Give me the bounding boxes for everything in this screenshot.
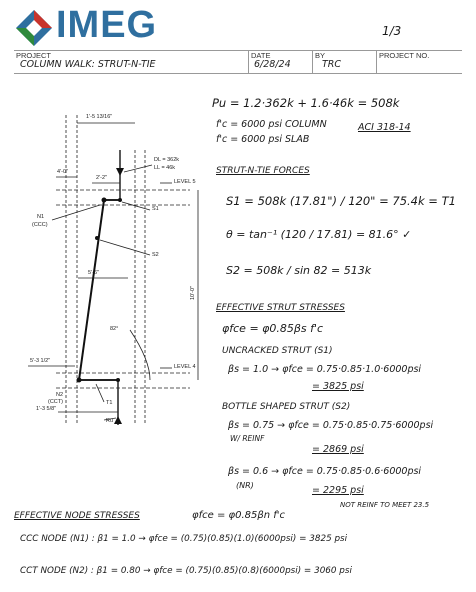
beta-s-1-equation: βs = 1.0 → φfce = 0.75·0.85·1.0·6000psi: [228, 364, 422, 375]
project-number-label: PROJECT NO.: [379, 51, 430, 60]
beta-s-3-result: = 2295 psi: [312, 485, 364, 496]
strut-fce-equation: φfce = φ0.85βs f'c: [222, 322, 324, 335]
beta-s-2-result: = 2869 psi: [312, 444, 364, 455]
load-arrow-icon: [116, 168, 124, 176]
effective-node-title: EFFECTIVE NODE STRESSES: [14, 511, 140, 521]
not-reinforced-label: (NR): [236, 481, 254, 490]
dim-bot-label: 1'-3 5/8": [36, 406, 57, 412]
strut-s1-label: S1: [152, 206, 159, 212]
ccc-node-equation: CCC NODE (N1) : β1 = 1.0 → φfce = (0.75)(0.85)(1.0)(6000psi) = 3825 psi: [20, 534, 348, 544]
dim-left-bot-label: 5'-3 1/2": [30, 358, 51, 364]
sheet-number: 1/3: [382, 24, 402, 38]
level4-label: LEVEL 4: [174, 364, 196, 370]
dim-top-label: 1'-5 13/16": [86, 114, 113, 120]
node-top: [118, 198, 122, 202]
leader-dl: [124, 165, 152, 172]
angle-label: 82°: [110, 326, 119, 332]
live-load-label: LL = 46k: [154, 165, 176, 171]
fc-column: f'c = 6000 psi COLUMN: [216, 119, 327, 130]
node-fce-equation: φfce = φ0.85βn f'c: [192, 510, 286, 521]
beta-s-2-equation: βs = 0.75 → φfce = 0.75·0.85·0.75·6000psi: [228, 420, 434, 431]
node-bottom-right: [116, 378, 120, 382]
reinforcement-note: NOT REINF TO MEET 23.5: [340, 501, 430, 509]
by-value: TRC: [322, 59, 342, 70]
node-n1-type: (CCC): [32, 222, 48, 228]
cct-node-equation: CCT NODE (N2) : β1 = 0.80 → φfce = (0.75)(0.85)(0.8)(6000psi) = 3060 psi: [20, 566, 352, 576]
strut-s2: [79, 200, 104, 380]
brand-name: IMEG: [56, 4, 158, 46]
project-label: PROJECT: [16, 51, 52, 60]
angle-arc: [130, 330, 150, 380]
dim-2ft-label: 2'-2": [96, 175, 107, 181]
node-n2-type: (CCT): [48, 399, 63, 405]
reaction-arrow-icon: [114, 416, 122, 424]
leader-s2: [100, 240, 150, 255]
dead-load-label: DL = 362k: [154, 157, 180, 163]
node-n1: [102, 198, 107, 203]
node-n1-label: N1: [37, 214, 45, 220]
node-n2-label: N2: [56, 392, 64, 398]
node-mid: [95, 236, 99, 240]
leader-s1: [122, 202, 150, 210]
by-label: BY: [315, 51, 326, 60]
height-label: 10'-0": [190, 285, 196, 300]
code-reference: ACI 318-14: [358, 122, 411, 133]
effective-strut-title: EFFECTIVE STRUT STRESSES: [216, 303, 345, 313]
beta-s-3-equation: βs = 0.6 → φfce = 0.75·0.85·0.6·6000psi: [228, 466, 422, 477]
reaction-label: Ru: [106, 418, 114, 424]
fc-slab: f'c = 6000 psi SLAB: [216, 134, 310, 145]
theta-equation: θ = tan⁻¹ (120 / 17.81) = 81.6° ✓: [226, 228, 412, 241]
reinforced-label: W/ REINF: [230, 434, 265, 443]
level5-label: LEVEL 5: [174, 179, 196, 185]
uncracked-strut-label: UNCRACKED STRUT (S1): [222, 346, 333, 356]
bottle-strut-label: BOTTLE SHAPED STRUT (S2): [222, 402, 351, 412]
snt-forces-title: STRUT-N-TIE FORCES: [216, 166, 310, 176]
strut-s2-label: S2: [152, 252, 159, 258]
dim-4ft-label: 4'-0": [57, 169, 68, 175]
node-n2: [77, 378, 82, 383]
date-label: DATE: [251, 51, 271, 60]
factored-load-eq: Pu = 1.2·362k + 1.6·46k = 508k: [212, 96, 400, 110]
dim-5ft6-label: 5'-6": [88, 270, 99, 276]
s2-equation: S2 = 508k / sin 82 = 513k: [226, 264, 372, 277]
s1-equation: S1 = 508k (17.81") / 120" = 75.4k = T1: [226, 194, 456, 208]
date-value: 6/28/24: [254, 59, 291, 70]
beta-s-1-result: = 3825 psi: [312, 381, 364, 392]
leader-n1: [52, 205, 100, 220]
project-value: COLUMN WALK: STRUT-N-TIE: [20, 59, 156, 70]
tie-t1-label: T1: [106, 400, 113, 406]
leader-t1: [96, 384, 104, 402]
